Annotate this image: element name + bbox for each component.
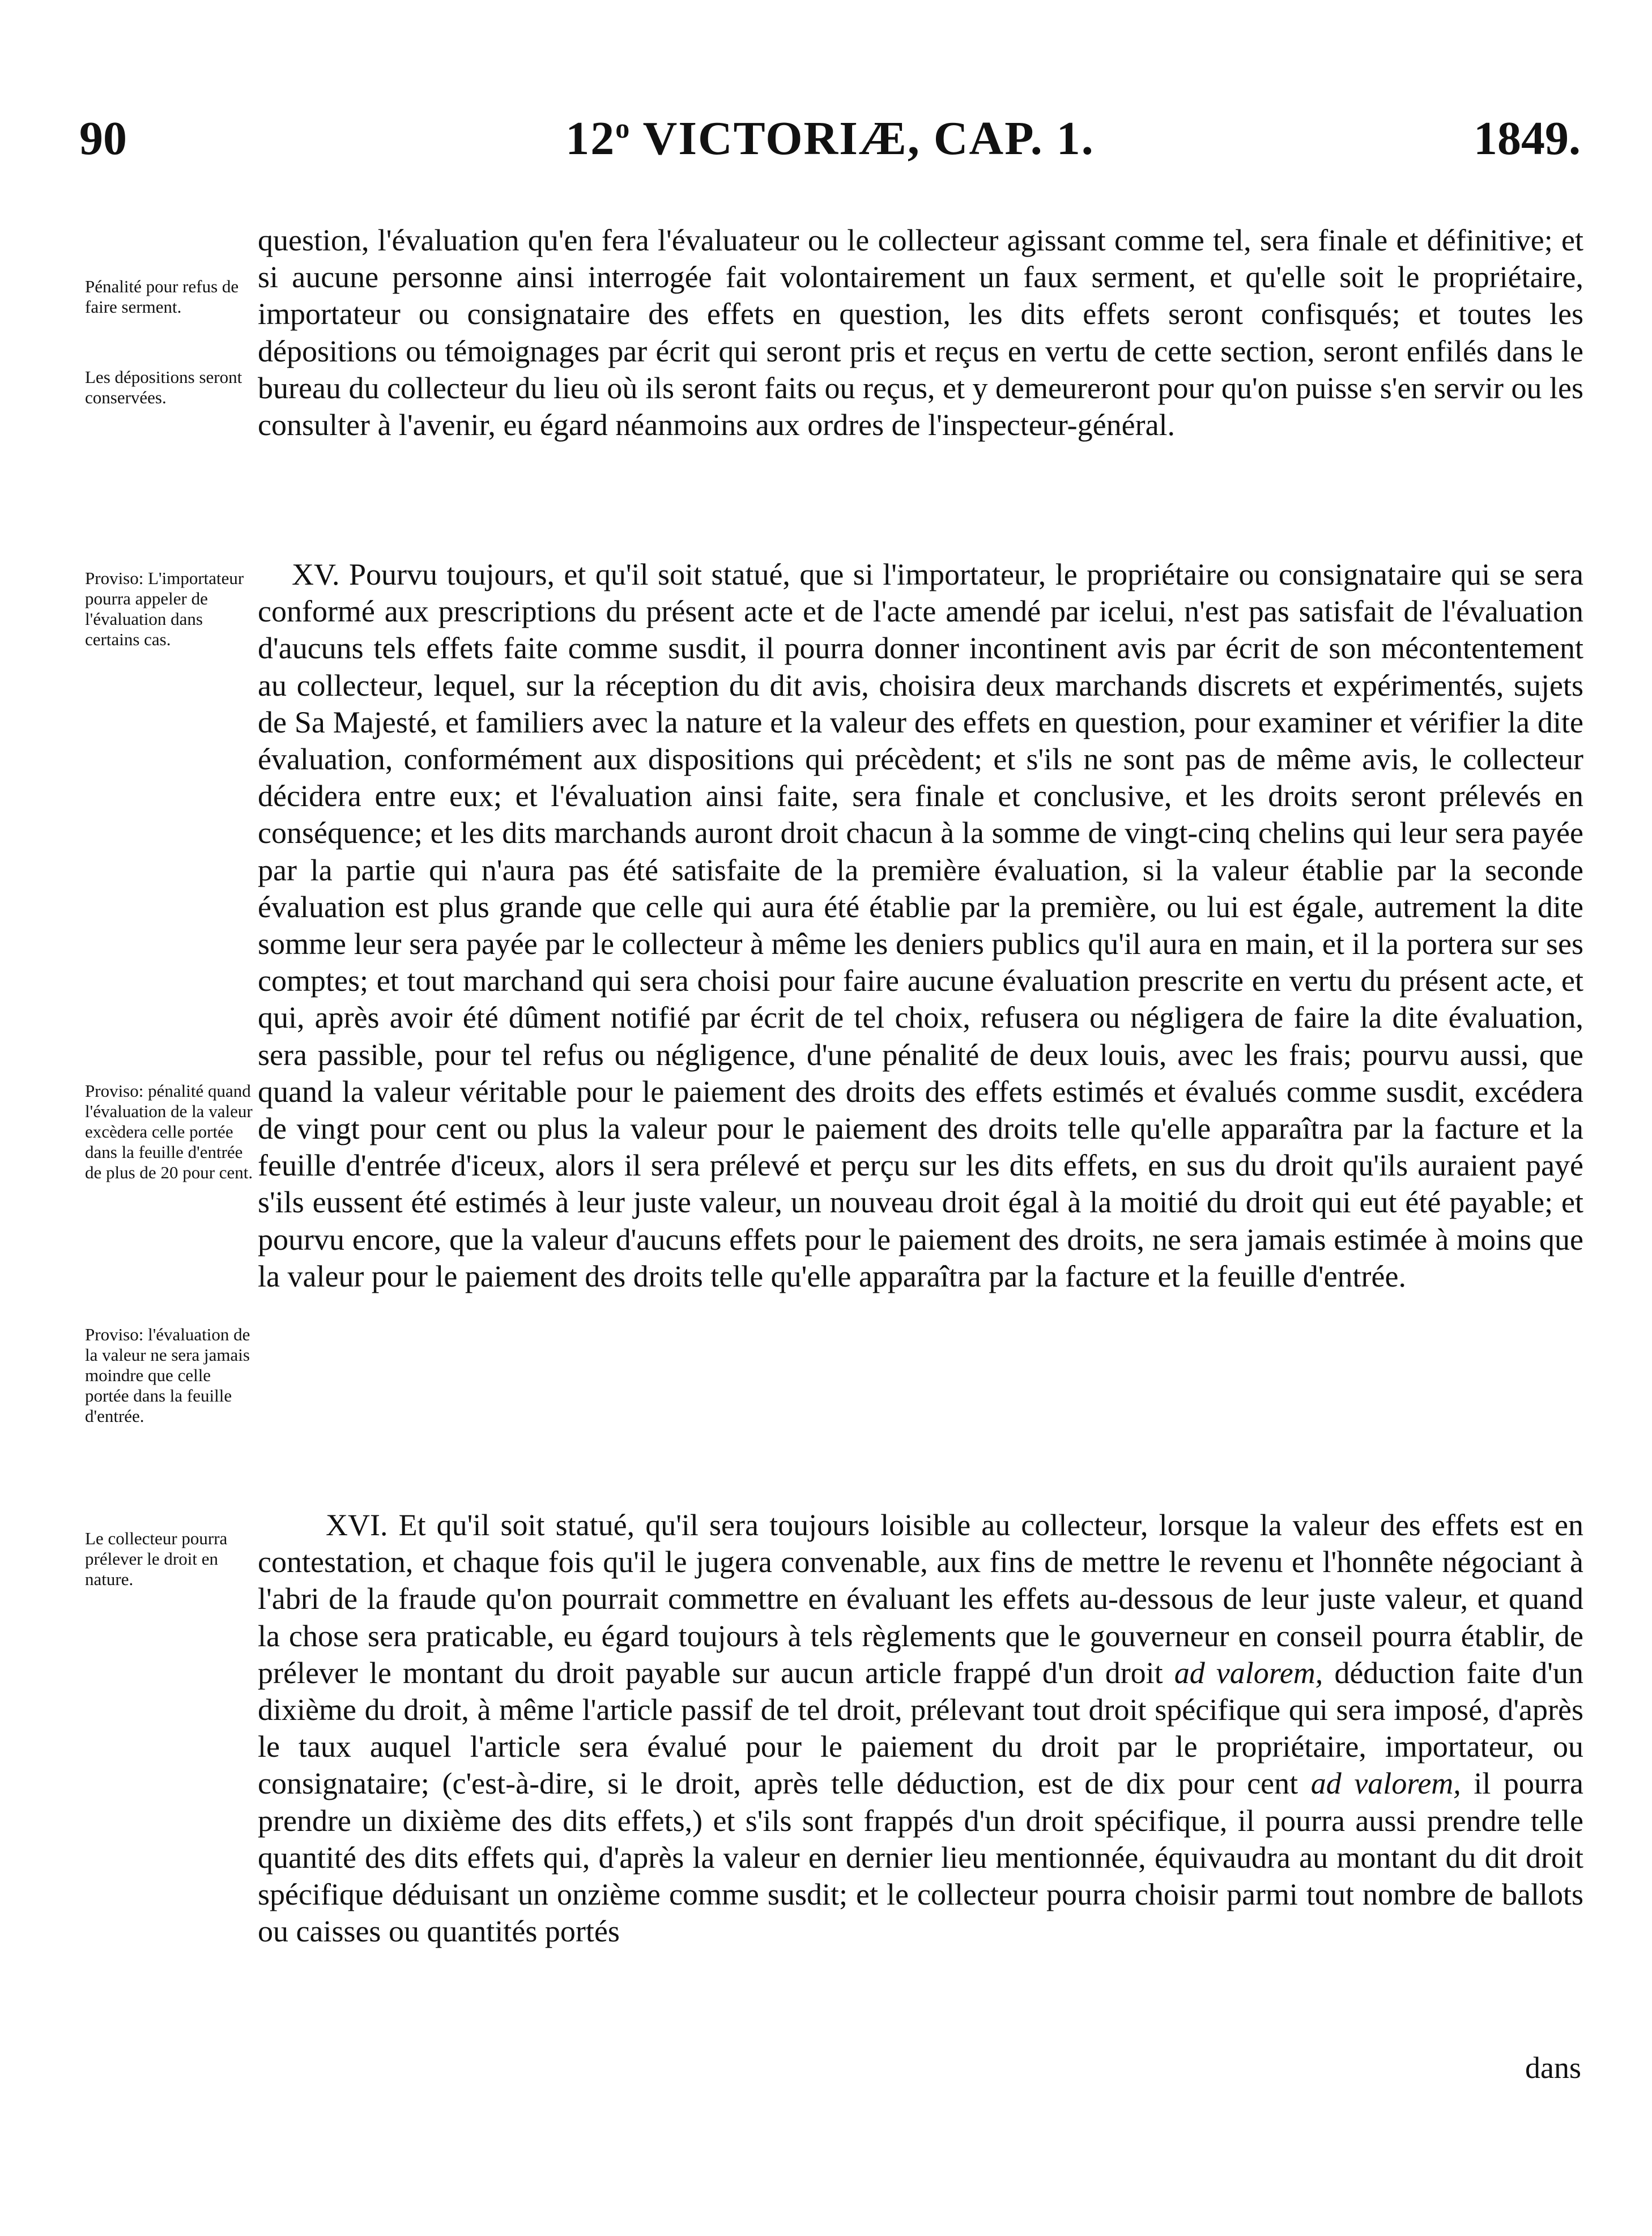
margin-note-collector: Le collecteur pourra prélever le droit en nature. — [85, 1528, 228, 1589]
page-year: 1849. — [1474, 112, 1581, 165]
margin-note-penalty-excess: Proviso: pénalité quand l'évaluation de la valeur excèdera celle portée dans la feuille d'entrée de plus de 20 pour cent. — [85, 1081, 253, 1182]
title-text: VICTORIÆ, CAP. 1. — [631, 112, 1095, 165]
section-xvi-text-b: déduction faite d'un dixième du droit, à même l'article passif de tel droit, prélevant tout droit spécifique qui sera imposé, d'après le taux auquel l'article sera évalué pour le paiement du droit par le propriétaire, importateur, ou consignataire; (c'est-à-dire, si le droit, après telle déduction, est de dix pour cent — [258, 1655, 1584, 1801]
margin-note-depositions: Les dépositions seront conservées. — [85, 367, 242, 407]
section-xvi-text-c: il pourra prendre un dixième des dits effets,) et s'ils sont frappés d'un droit spécifique, il pourra aussi prendre telle quantité des dits effets qui, d'après la valeur en dernier lieu mentionnée, équivaudra au montant du dit droit spécifique déduisant un onzième comme susdit; et le collecteur pourra choisir parmi tout nombre de ballots ou caisses ou quantités portés — [258, 1766, 1583, 1949]
italic-ad-valorem-2: ad valorem, — [1310, 1766, 1461, 1801]
section-number-xv: XV. — [292, 557, 340, 591]
page-header — [79, 108, 1581, 170]
section-xv-text: Pourvu toujours, et qu'il soit statué, que si l'importateur, le propriétaire ou consignataire qui se sera conformé aux prescriptions du présent acte et de l'acte amendé par icelui, n'est pas satisfait de l'évaluation d'aucuns tels effets faite comme susdit, il pourra donner incontinent avis par écrit de son mécontentement au collecteur, lequel, sur la réception du dit avis, choisira deux marchands discrets et expérimentés, sujets de Sa Majesté, et familiers avec la nature et la valeur des effets en question, pour examiner et vérifier la dite évaluation, conformément aux dispositions qui précèdent; et s'ils ne sont pas de même avis, le collecteur décidera entre eux; et l'évaluation ainsi faite, sera finale et conclusive, et les droits seront prélevés en conséquence; et les dits marchands auront droit chacun à la somme de vingt-cinq chelins qui leur sera payée par la partie qui n'aura pas été satisfaite de la première évaluation, si la valeur établie par la seconde évaluation est plus grande que celle qui aura été établie par la première, ou lui est égale, autrement la dite somme leur sera payée par le collecteur à même les deniers publics qu'il aura en main, et il la portera sur ses comptes; et tout marchand qui sera choisi pour faire aucune évaluation prescrite en vertu du présent acte, et qui, après avoir été dûment notifié par écrit de tel choix, refusera ou négligera de faire la dite évaluation, sera passible, pour tel refus ou négligence, d'une pénalité de deux louis, avec les frais; pourvu aussi, que quand la valeur véritable pour le paiement des droits des effets estimés et évalués comme susdit, excédera de vingt pour cent ou plus la valeur pour le paiement des droits telle qu'elle apparaîtra par la facture et la feuille d'entrée d'iceux, alors il sera prélevé et perçu sur les dits effets, en sus du droit qu'ils auraient payé s'ils eussent été estimés à leur juste valeur, un nouveau droit égal à la moitié du droit qui eut été payable; et pourvu encore, que la valeur d'aucuns effets pour le paiement des droits, ne sera jamais estimée à moins que la valeur pour le paiement des droits telle qu'elle apparaîtra par la facture et la feuille d'entrée. — [258, 557, 1584, 1293]
italic-ad-valorem-1: ad valorem, — [1174, 1655, 1323, 1690]
section-number-xvi: XVI. — [326, 1508, 388, 1542]
catchword: dans — [1525, 2051, 1581, 2085]
title-superscript: o — [615, 112, 631, 144]
running-title — [79, 108, 1581, 170]
margin-note-appeal: Proviso: L'importateur pourra appeler de l'évaluation dans certains cas. — [85, 568, 244, 649]
section-xvi-text-a: Et qu'il soit statué, qu'il sera toujours loisible au collecteur, lorsque la valeur des effets est en contestation, et chaque fois qu'il le jugera convenable, aux fins de mettre le revenu et l'honnête négociant à l'abri de la fraude qu'on pourrait commettre en évaluant les effets au-dessous de leur juste valeur, et quand la chose sera praticable, eu égard toujours à tels règlements que le gouverneur en conseil pourra établir, de prélever le montant du droit payable sur aucun article frappé d'un droit — [258, 1508, 1583, 1690]
title-number: 12 — [565, 112, 616, 165]
paragraph-section-xv — [258, 556, 1583, 1295]
paragraph-continuation: question, l'évaluation qu'en fera l'évaluateur ou le collecteur agissant comme tel, sera finale et définitive; et si aucune personne ainsi interrogée fait volontairement un faux serment, et qu'elle soit le propriétaire, importateur ou consignataire des effets en question, les dits effets seront confisqués; et toutes les dépositions ou témoignages par écrit qui seront pris et reçus en vertu de cette section, seront enfilés dans le bureau du collecteur du lieu où ils seront faits ou reçus, et y demeureront pour qu'on puisse s'en servir ou les consulter à l'avenir, eu égard néanmoins aux ordres de l'inspecteur-général. — [258, 223, 1583, 442]
paragraph-section-xvi — [258, 1507, 1583, 1950]
margin-note-penalty: Pénalité pour refus de faire serment. — [85, 276, 239, 317]
page-number: 90 — [79, 112, 127, 165]
margin-note-minimum-value: Proviso: l'évaluation de la valeur ne sera jamais moindre que celle portée dans la feuille d'entrée. — [85, 1324, 250, 1426]
